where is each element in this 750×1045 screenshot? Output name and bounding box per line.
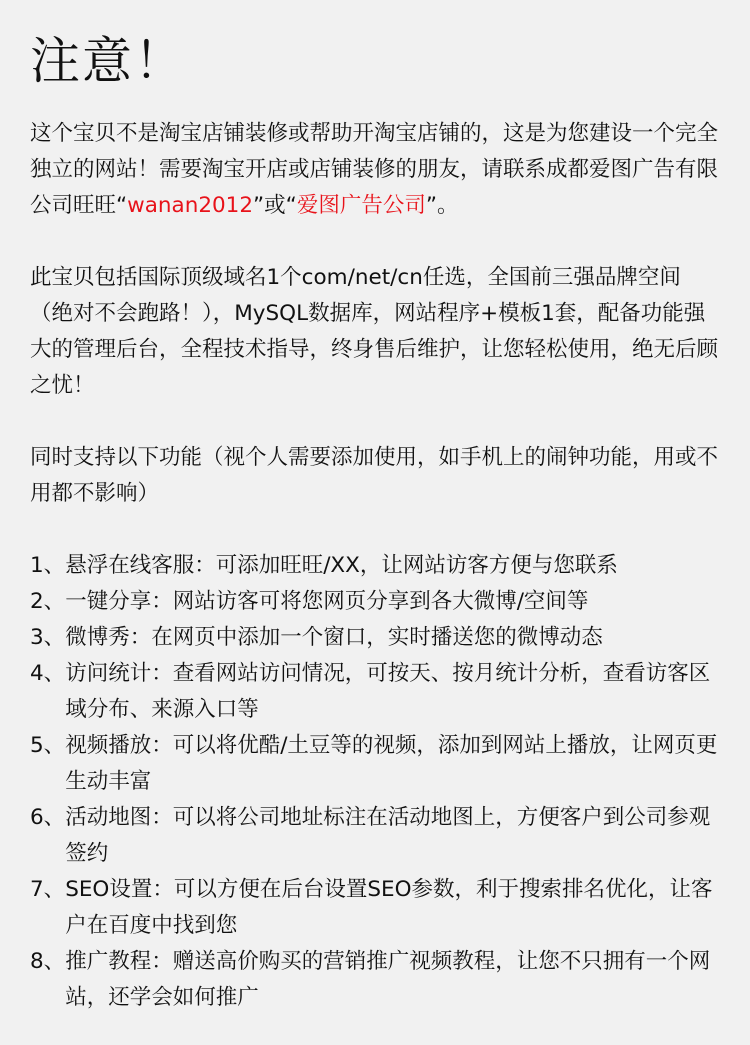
feature-text: 推广教程：赠送高价购买的营销推广视频教程，让您不只拥有一个网站，还学会如何推广 — [65, 949, 711, 1010]
spacer — [30, 404, 722, 440]
feature-item — [30, 800, 722, 872]
feature-item — [30, 728, 722, 800]
company-name: 爱图广告公司 — [296, 193, 426, 218]
feature-text: SEO设置：可以方便在后台设置SEO参数，利于搜索排名优化，让客户在百度中找到您 — [65, 877, 713, 938]
intro-paragraph — [30, 116, 722, 224]
page-title: 注意！ — [30, 32, 186, 90]
feature-item — [30, 620, 722, 656]
feature-text: 一键分享：网站访客可将您网页分享到各大微博/空间等 — [65, 589, 589, 614]
spacer — [30, 224, 722, 260]
feature-text: 视频播放：可以将优酷/土豆等的视频，添加到网站上播放，让网页更生动丰富 — [65, 733, 718, 794]
spacer — [30, 512, 722, 548]
feature-text: 活动地图：可以将公司地址标注在活动地图上，方便客户到公司参观签约 — [65, 805, 711, 866]
features-list — [30, 548, 722, 1016]
feature-text: 悬浮在线客服：可添加旺旺/XX，让网站访客方便与您联系 — [65, 553, 618, 578]
feature-item — [30, 872, 722, 944]
feature-number: 4、 — [30, 661, 66, 686]
wangwang-id: wanan2012 — [127, 193, 254, 218]
feature-text: 访问统计：查看网站访问情况，可按天、按月统计分析，查看访客区域分布、来源入口等 — [65, 661, 711, 722]
feature-item — [30, 944, 722, 1016]
feature-item — [30, 656, 722, 728]
feature-number: 1、 — [30, 553, 66, 578]
feature-number: 5、 — [30, 733, 66, 758]
feature-item — [30, 548, 722, 584]
feature-number: 6、 — [30, 805, 66, 830]
intro-text-2: ”或“ — [253, 193, 297, 218]
feature-item — [30, 584, 722, 620]
feature-number: 2、 — [30, 589, 66, 614]
intro-text-3: ”。 — [425, 193, 459, 218]
package-paragraph: 此宝贝包括国际顶级域名1个com/net/cn任选，全国前三强品牌空间（绝对不会跑路！），MySQL数据库，网站程序+模板1套，配备功能强大的管理后台，全程技术指导，终身售后维护，让您轻松使用，绝无后顾之忧！ — [30, 265, 719, 398]
feature-number: 7、 — [30, 877, 66, 902]
features-intro: 同时支持以下功能（视个人需要添加使用，如手机上的闹钟功能，用或不用都不影响） — [30, 445, 719, 506]
feature-number: 3、 — [30, 625, 66, 650]
intro-text-1: 这个宝贝不是淘宝店铺装修或帮助开淘宝店铺的，这是为您建设一个完全独立的网站！需要淘宝开店或店铺装修的朋友，请联系成都爱图广告有限公司旺旺“ — [30, 121, 719, 218]
feature-text: 微博秀：在网页中添加一个窗口，实时播送您的微博动态 — [65, 625, 603, 650]
feature-number: 8、 — [30, 949, 66, 974]
